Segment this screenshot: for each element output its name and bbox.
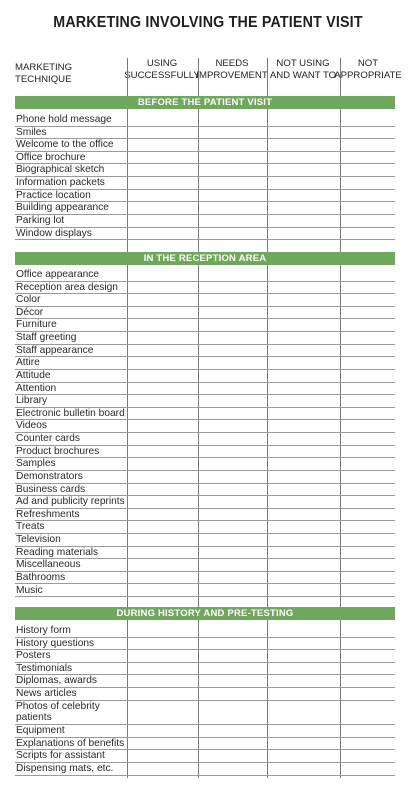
checkbox-cell-using[interactable]: [127, 151, 198, 164]
row-label: Office brochure: [16, 151, 86, 163]
checkbox-cell-needs[interactable]: [198, 457, 267, 470]
checkbox-cell-not-appropriate[interactable]: [340, 533, 395, 546]
checkbox-cell-needs[interactable]: [198, 470, 267, 483]
checkbox-cell-needs[interactable]: [198, 189, 267, 202]
checkbox-cell-needs[interactable]: [198, 483, 267, 496]
checkbox-cell-needs[interactable]: [198, 687, 267, 700]
checkbox-cell-not-using[interactable]: [267, 344, 340, 357]
checkbox-cell-not-appropriate[interactable]: [340, 571, 395, 584]
checkbox-cell-not-using[interactable]: [267, 762, 340, 775]
table-row: [15, 533, 395, 547]
table-row: [15, 687, 395, 701]
checkbox-cell-not-appropriate[interactable]: [340, 163, 395, 176]
checkbox-cell-not-appropriate[interactable]: [340, 394, 395, 407]
checkbox-cell-needs[interactable]: [198, 637, 267, 650]
table-row: [15, 394, 395, 408]
checkbox-cell-not-appropriate[interactable]: [340, 176, 395, 189]
column-header-not-appropriate: [334, 58, 402, 94]
checkbox-cell-needs[interactable]: [198, 724, 267, 737]
checkbox-cell-needs[interactable]: [198, 318, 267, 331]
section-heading: IN THE RECEPTION AREA: [15, 252, 395, 265]
checkbox-cell-not-appropriate[interactable]: [340, 318, 395, 331]
column-header-using: [124, 58, 200, 94]
checkbox-cell-needs[interactable]: [198, 331, 267, 344]
checkbox-cell-not-using[interactable]: [267, 533, 340, 546]
table-row: [15, 344, 395, 358]
row-label: Counter cards: [16, 433, 80, 445]
row-label: Testimonials: [16, 662, 73, 674]
row-label: Diplomas, awards: [16, 675, 97, 687]
checkbox-cell-using[interactable]: [127, 407, 198, 420]
checkbox-cell-using[interactable]: [127, 138, 198, 151]
checkbox-cell-needs[interactable]: [198, 445, 267, 458]
checkbox-cell-using[interactable]: [127, 558, 198, 571]
checkbox-cell-not-appropriate[interactable]: [340, 520, 395, 533]
table-row: [15, 749, 395, 763]
checkbox-cell-not-appropriate[interactable]: [340, 369, 395, 382]
row-label: Reading materials: [16, 546, 99, 558]
checkbox-cell-using[interactable]: [127, 724, 198, 737]
checkbox-cell-not-using[interactable]: [267, 687, 340, 700]
checkbox-cell-using[interactable]: [127, 762, 198, 775]
table-row: [15, 445, 395, 459]
table-row: [15, 624, 395, 638]
checkbox-cell-needs[interactable]: [198, 293, 267, 306]
checkbox-cell-using[interactable]: [127, 394, 198, 407]
checkbox-cell-not-using[interactable]: [267, 189, 340, 202]
checkbox-cell-not-using[interactable]: [267, 495, 340, 508]
table-row: [15, 762, 395, 776]
checkbox-cell-not-appropriate[interactable]: [340, 558, 395, 571]
checkbox-cell-not-appropriate[interactable]: [340, 268, 395, 281]
checkbox-cell-not-appropriate[interactable]: [340, 508, 395, 521]
checkbox-cell-using[interactable]: [127, 533, 198, 546]
row-label: Information packets: [16, 177, 105, 189]
row-label: Décor: [16, 306, 44, 318]
checkbox-cell-using[interactable]: [127, 508, 198, 521]
row-label: Building appearance: [16, 202, 109, 214]
table-row: [15, 163, 395, 177]
table-row: [15, 189, 395, 203]
checkbox-cell-using[interactable]: [127, 293, 198, 306]
checkbox-cell-using[interactable]: [127, 382, 198, 395]
table-row: [15, 138, 395, 152]
row-label: Smiles: [16, 126, 47, 138]
checkbox-cell-needs[interactable]: [198, 176, 267, 189]
checkbox-cell-not-using[interactable]: [267, 138, 340, 151]
checkbox-cell-needs[interactable]: [198, 495, 267, 508]
checkbox-cell-not-using[interactable]: [267, 281, 340, 294]
checkbox-cell-not-using[interactable]: [267, 407, 340, 420]
column-header-not-using: [267, 58, 339, 94]
checkbox-cell-using[interactable]: [127, 520, 198, 533]
page-title: MARKETING INVOLVING THE PATIENT VISIT: [53, 14, 363, 31]
checkbox-cell-not-appropriate[interactable]: [340, 281, 395, 294]
table-row: [15, 306, 395, 320]
table-row: [15, 457, 395, 471]
checkbox-cell-needs[interactable]: [198, 520, 267, 533]
checkbox-cell-needs[interactable]: [198, 113, 267, 126]
row-label: Television: [16, 534, 61, 546]
column-header-needs: [198, 58, 266, 94]
checkbox-cell-needs[interactable]: [198, 584, 267, 597]
checkbox-cell-not-using[interactable]: [267, 546, 340, 559]
checkbox-cell-not-using[interactable]: [267, 445, 340, 458]
checkbox-cell-not-appropriate[interactable]: [340, 546, 395, 559]
checkbox-cell-not-appropriate[interactable]: [340, 495, 395, 508]
checkbox-cell-needs[interactable]: [198, 214, 267, 227]
row-label: Office appearance: [16, 269, 100, 280]
checkbox-cell-not-appropriate[interactable]: [340, 470, 395, 483]
checkbox-cell-not-using[interactable]: [267, 432, 340, 445]
checkbox-cell-needs[interactable]: [198, 344, 267, 357]
row-label: Color: [16, 294, 41, 306]
row-label: Photos of celebrity patients: [16, 700, 100, 724]
table-row: [15, 407, 395, 421]
checkbox-cell-needs[interactable]: [198, 432, 267, 445]
checkbox-cell-using[interactable]: [127, 331, 198, 344]
table-row: [15, 508, 395, 522]
checkbox-cell-using[interactable]: [127, 571, 198, 584]
checkbox-cell-using[interactable]: [127, 674, 198, 687]
checkbox-cell-needs[interactable]: [198, 356, 267, 369]
row-label: Dispensing mats, etc.: [16, 763, 114, 775]
checkbox-cell-not-using[interactable]: [267, 176, 340, 189]
checkbox-cell-not-appropriate[interactable]: [340, 483, 395, 496]
row-label: Demonstrators: [16, 470, 83, 482]
checkbox-cell-not-using[interactable]: [267, 624, 340, 637]
checkbox-cell-not-appropriate[interactable]: [340, 637, 395, 650]
checkbox-cell-not-using[interactable]: [267, 126, 340, 139]
checkbox-cell-not-appropriate[interactable]: [340, 737, 395, 750]
table-row: [15, 432, 395, 446]
checkbox-cell-needs[interactable]: [198, 281, 267, 294]
checkbox-cell-not-using[interactable]: [267, 674, 340, 687]
table-row: [15, 126, 395, 140]
row-label: Biographical sketch: [16, 164, 105, 176]
checkbox-cell-using[interactable]: [127, 306, 198, 319]
checkbox-cell-needs[interactable]: [198, 419, 267, 432]
table-row: [15, 470, 395, 484]
checkbox-cell-not-appropriate[interactable]: [340, 662, 395, 675]
checkbox-cell-using[interactable]: [127, 227, 198, 240]
row-label: Miscellaneous: [16, 559, 81, 571]
row-label: Bathrooms: [16, 571, 66, 583]
checkbox-cell-not-using[interactable]: [267, 419, 340, 432]
table-row: [15, 662, 395, 676]
checkbox-cell-not-appropriate[interactable]: [340, 419, 395, 432]
column-header-not-appropriate-label: NOT APPROPRIATE: [334, 58, 402, 81]
checkbox-cell-not-using[interactable]: [267, 724, 340, 737]
checkbox-cell-not-using[interactable]: [267, 163, 340, 176]
table-row: [15, 176, 395, 190]
checkbox-cell-needs[interactable]: [198, 382, 267, 395]
table-row: [15, 546, 395, 560]
checkbox-cell-using[interactable]: [127, 176, 198, 189]
checkbox-cell-using[interactable]: [127, 737, 198, 750]
row-label: Staff appearance: [16, 344, 94, 356]
checkbox-cell-using[interactable]: [127, 113, 198, 126]
checkbox-cell-not-using[interactable]: [267, 356, 340, 369]
checkbox-cell-not-using[interactable]: [267, 558, 340, 571]
checkbox-cell-using[interactable]: [127, 214, 198, 227]
column-header-using-label: USING SUCCESSFULLY: [124, 58, 200, 81]
checkbox-cell-not-using[interactable]: [267, 649, 340, 662]
checkbox-cell-using[interactable]: [127, 546, 198, 559]
checkbox-cell-not-appropriate[interactable]: [340, 674, 395, 687]
checkbox-cell-using[interactable]: [127, 201, 198, 214]
checkbox-cell-using[interactable]: [127, 419, 198, 432]
checkbox-cell-not-using[interactable]: [267, 483, 340, 496]
checkbox-cell-not-using[interactable]: [267, 331, 340, 344]
checkbox-cell-needs[interactable]: [198, 737, 267, 750]
checkbox-cell-needs[interactable]: [198, 558, 267, 571]
table-row: [15, 268, 395, 282]
checkbox-cell-needs[interactable]: [198, 126, 267, 139]
table-row: [15, 495, 395, 509]
table-row: [15, 113, 395, 127]
checkbox-cell-not-appropriate[interactable]: [340, 445, 395, 458]
checkbox-cell-not-appropriate[interactable]: [340, 306, 395, 319]
row-label: Ad and publicity reprints: [16, 496, 125, 508]
checkbox-cell-not-using[interactable]: [267, 470, 340, 483]
checkbox-cell-needs[interactable]: [198, 394, 267, 407]
section-heading: BEFORE THE PATIENT VISIT: [15, 96, 395, 109]
table-row: [15, 281, 395, 295]
checkbox-cell-not-appropriate[interactable]: [340, 624, 395, 637]
row-label: Music: [16, 584, 43, 596]
row-label: Practice location: [16, 189, 91, 201]
row-label: Business cards: [16, 483, 86, 495]
row-label: Scripts for assistant: [16, 750, 105, 762]
checkbox-cell-not-using[interactable]: [267, 571, 340, 584]
checkbox-cell-needs[interactable]: [198, 662, 267, 675]
checkbox-cell-not-appropriate[interactable]: [340, 749, 395, 762]
checkbox-cell-not-using[interactable]: [267, 700, 340, 724]
row-label: Reception area design: [16, 281, 118, 293]
row-label: Electronic bulletin board: [16, 407, 125, 419]
checkbox-cell-not-using[interactable]: [267, 369, 340, 382]
checkbox-cell-using[interactable]: [127, 624, 198, 637]
checkbox-cell-not-using[interactable]: [267, 306, 340, 319]
table-row: [15, 737, 395, 751]
table-row: [15, 700, 395, 725]
section-heading: DURING HISTORY AND PRE-TESTING: [15, 607, 395, 620]
checkbox-cell-using[interactable]: [127, 163, 198, 176]
row-label: History form: [16, 625, 71, 636]
checkbox-cell-needs[interactable]: [198, 674, 267, 687]
checkbox-cell-not-appropriate[interactable]: [340, 227, 395, 240]
checkbox-cell-not-using[interactable]: [267, 151, 340, 164]
checkbox-cell-not-using[interactable]: [267, 749, 340, 762]
checkbox-cell-not-using[interactable]: [267, 227, 340, 240]
checkbox-cell-using[interactable]: [127, 749, 198, 762]
checkbox-cell-not-using[interactable]: [267, 214, 340, 227]
table-row: [15, 649, 395, 663]
table-row: [15, 419, 395, 433]
checkbox-cell-not-using[interactable]: [267, 508, 340, 521]
row-label: Attitude: [16, 369, 51, 381]
checkbox-cell-needs[interactable]: [198, 749, 267, 762]
checkbox-cell-not-appropriate[interactable]: [340, 762, 395, 775]
row-label: Product brochures: [16, 445, 100, 457]
checkbox-cell-needs[interactable]: [198, 533, 267, 546]
checkbox-cell-not-appropriate[interactable]: [340, 649, 395, 662]
column-header-not-using-label: NOT USING AND WANT TO: [269, 58, 337, 81]
checkbox-cell-using[interactable]: [127, 432, 198, 445]
row-label: Samples: [16, 458, 56, 470]
checkbox-cell-not-appropriate[interactable]: [340, 189, 395, 202]
checkbox-cell-needs[interactable]: [198, 138, 267, 151]
checkbox-cell-not-appropriate[interactable]: [340, 432, 395, 445]
table-row: [15, 558, 395, 572]
checkbox-cell-not-appropriate[interactable]: [340, 214, 395, 227]
checkbox-cell-needs[interactable]: [198, 201, 267, 214]
row-label: Equipment: [16, 725, 65, 737]
table-row: [15, 318, 395, 332]
table-row: [15, 151, 395, 165]
checkbox-cell-not-using[interactable]: [267, 268, 340, 281]
table-row: [15, 724, 395, 738]
checkbox-cell-not-appropriate[interactable]: [340, 407, 395, 420]
row-label: Treats: [16, 521, 45, 533]
checkbox-cell-not-appropriate[interactable]: [340, 356, 395, 369]
row-label: Attire: [16, 357, 40, 369]
row-label: Library: [16, 395, 48, 407]
checkbox-cell-using[interactable]: [127, 483, 198, 496]
table-row: [15, 227, 395, 241]
checkbox-cell-not-appropriate[interactable]: [340, 700, 395, 724]
row-label: News articles: [16, 688, 77, 700]
row-label: Videos: [16, 420, 47, 432]
row-label: Posters: [16, 650, 51, 662]
checkbox-cell-not-using[interactable]: [267, 293, 340, 306]
checkbox-cell-needs[interactable]: [198, 700, 267, 724]
row-label: Furniture: [16, 319, 57, 331]
checkbox-cell-using[interactable]: [127, 584, 198, 597]
checkbox-cell-not-appropriate[interactable]: [340, 382, 395, 395]
checkbox-cell-using[interactable]: [127, 281, 198, 294]
table-row: [15, 674, 395, 688]
table-row: [15, 331, 395, 345]
row-label: Phone hold message: [16, 114, 112, 125]
checkbox-cell-needs[interactable]: [198, 306, 267, 319]
table-row: [15, 214, 395, 228]
checkbox-cell-not-appropriate[interactable]: [340, 724, 395, 737]
checkbox-cell-using[interactable]: [127, 344, 198, 357]
table-row: [15, 520, 395, 534]
checkbox-cell-not-using[interactable]: [267, 457, 340, 470]
checkbox-cell-using[interactable]: [127, 662, 198, 675]
column-header-needs-label: NEEDS IMPROVEMENT: [196, 58, 268, 81]
checkbox-cell-not-using[interactable]: [267, 637, 340, 650]
checkbox-cell-needs[interactable]: [198, 762, 267, 775]
checkbox-cell-not-using[interactable]: [267, 584, 340, 597]
checkbox-cell-not-using[interactable]: [267, 113, 340, 126]
checkbox-cell-not-using[interactable]: [267, 318, 340, 331]
checkbox-cell-needs[interactable]: [198, 227, 267, 240]
checkbox-cell-not-appropriate[interactable]: [340, 201, 395, 214]
checkbox-cell-needs[interactable]: [198, 508, 267, 521]
checkbox-cell-needs[interactable]: [198, 624, 267, 637]
row-label: History questions: [16, 637, 95, 649]
checkbox-cell-using[interactable]: [127, 495, 198, 508]
checkbox-cell-not-appropriate[interactable]: [340, 584, 395, 597]
checkbox-cell-needs[interactable]: [198, 546, 267, 559]
checkbox-cell-not-appropriate[interactable]: [340, 126, 395, 139]
checkbox-cell-using[interactable]: [127, 189, 198, 202]
checkbox-cell-using[interactable]: [127, 356, 198, 369]
checkbox-cell-needs[interactable]: [198, 163, 267, 176]
checkbox-cell-using[interactable]: [127, 700, 198, 724]
checkbox-cell-not-appropriate[interactable]: [340, 293, 395, 306]
row-label: Refreshments: [16, 508, 80, 520]
checkbox-cell-needs[interactable]: [198, 649, 267, 662]
table-row: [15, 356, 395, 370]
checkbox-cell-not-appropriate[interactable]: [340, 331, 395, 344]
table-row: [15, 382, 395, 396]
table-row: [15, 571, 395, 585]
table-row: [15, 637, 395, 651]
checkbox-cell-not-appropriate[interactable]: [340, 151, 395, 164]
checkbox-cell-not-appropriate[interactable]: [340, 344, 395, 357]
checkbox-cell-using[interactable]: [127, 457, 198, 470]
checkbox-cell-not-using[interactable]: [267, 520, 340, 533]
row-label: Parking lot: [16, 214, 65, 226]
checkbox-cell-not-using[interactable]: [267, 737, 340, 750]
table-row: [15, 293, 395, 307]
checkbox-cell-using[interactable]: [127, 445, 198, 458]
table-row: [15, 584, 395, 598]
table-row: [15, 483, 395, 497]
row-label: Welcome to the office: [16, 139, 114, 151]
checkbox-cell-using[interactable]: [127, 369, 198, 382]
checkbox-cell-using[interactable]: [127, 649, 198, 662]
checkbox-cell-not-appropriate[interactable]: [340, 138, 395, 151]
checkbox-cell-needs[interactable]: [198, 407, 267, 420]
checkbox-cell-not-appropriate[interactable]: [340, 457, 395, 470]
checkbox-cell-using[interactable]: [127, 687, 198, 700]
table-row: [15, 201, 395, 215]
checkbox-cell-using[interactable]: [127, 126, 198, 139]
checkbox-cell-not-using[interactable]: [267, 201, 340, 214]
row-label: Attention: [16, 382, 57, 394]
checkbox-cell-not-using[interactable]: [267, 662, 340, 675]
checkbox-cell-not-using[interactable]: [267, 394, 340, 407]
checkbox-cell-needs[interactable]: [198, 151, 267, 164]
column-header-technique: MARKETING TECHNIQUE: [15, 62, 73, 85]
checkbox-cell-not-appropriate[interactable]: [340, 687, 395, 700]
checkbox-cell-using[interactable]: [127, 637, 198, 650]
table-row: [15, 369, 395, 383]
row-label: Window displays: [16, 227, 92, 239]
checkbox-cell-not-appropriate[interactable]: [340, 113, 395, 126]
row-label: Staff greeting: [16, 332, 77, 344]
checkbox-cell-needs[interactable]: [198, 369, 267, 382]
checkbox-cell-needs[interactable]: [198, 268, 267, 281]
checkbox-cell-using[interactable]: [127, 470, 198, 483]
checkbox-cell-using[interactable]: [127, 268, 198, 281]
checkbox-cell-not-using[interactable]: [267, 382, 340, 395]
checkbox-cell-needs[interactable]: [198, 571, 267, 584]
checkbox-cell-using[interactable]: [127, 318, 198, 331]
row-label: Explanations of benefits: [16, 737, 125, 749]
